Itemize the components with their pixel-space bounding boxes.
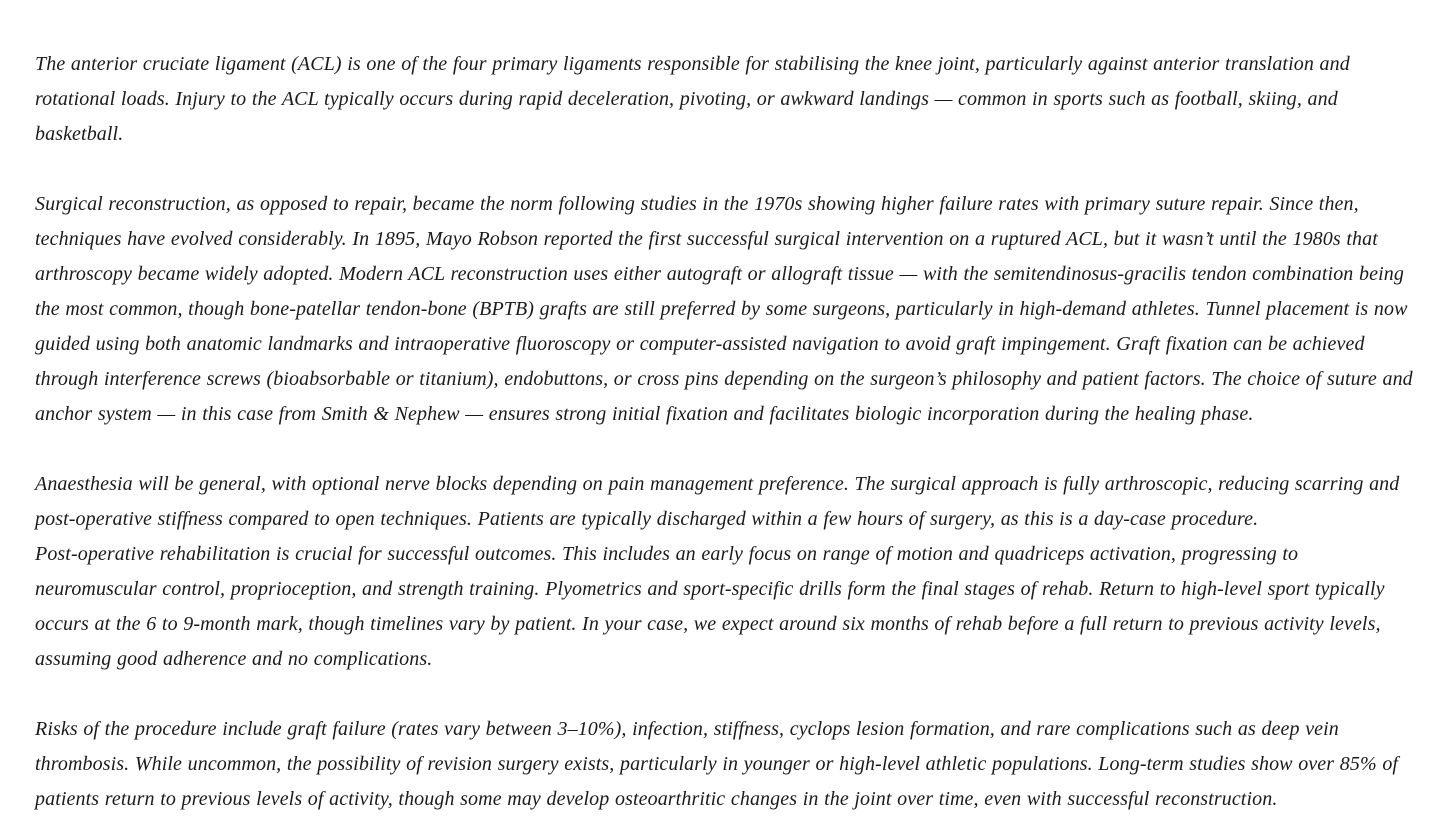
paragraph-surgical-reconstruction-history: Surgical reconstruction, as opposed to repair, became the norm following studies in the 1970s showing higher failure rates with primary suture repair. Since then, techniques have evolved considerably. In 1895, Mayo Robson reported the first successful surgical intervention on a ruptured ACL, but it wasn’t until the 1980s that arthroscopy became widely adopted. Modern ACL reconstruction uses either autograft or allograft tissue — with the semitendinosus-gracilis tendon combination being the most common, though bone-patellar tendon-bone (BPTB) grafts are still preferred by some surgeons, particularly in high-demand athletes. Tunnel placement is now guided using both anatomic landmarks and intraoperative fluoroscopy or computer-assisted navigation to avoid graft impingement. Graft fixation can be achieved through interference screws (bioabsorbable or titanium), endobuttons, or cross pins depending on the surgeon’s philosophy and patient factors. The choice of suture and anchor system — in this case from Smith & Nephew — ensures strong initial fixation and facilitates biologic incorporation during the healing phase.	[35, 193, 1413, 425]
paragraph-acl-overview: The anterior cruciate ligament (ACL) is one of the four primary ligaments responsible for stabilising the knee joint, particularly against anterior translation and rotational loads. Injury to the ACL typically occurs during rapid deceleration, pivoting, or awkward landings — common in sports such as football, skiing, and basketball.	[35, 53, 1350, 145]
paragraph-anaesthesia-approach: Anaesthesia will be general, with optional nerve blocks depending on pain management preference. The surgical approach is fully arthroscopic, reducing scarring and post-operative stiffness compared to open techniques. Patients are typically discharged within a few hours of surgery, as this is a day-case procedure.	[35, 473, 1400, 530]
paragraph-rehabilitation: Post-operative rehabilitation is crucial for successful outcomes. This includes an early focus on range of motion and quadriceps activation, progressing to neuromuscular control, proprioception, and strength training. Plyometrics and sport-specific drills form the final stages of rehab. Return to high-level sport typically occurs at the 6 to 9-month mark, though timelines vary by patient. In your case, we expect around six months of rehab before a full return to previous activity levels, assuming good adherence and no complications.	[35, 543, 1385, 670]
paragraph-risks: Risks of the procedure include graft failure (rates vary between 3–10%), infection, stiffness, cyclops lesion formation, and rare complications such as deep vein thrombosis. While uncommon, the possibility of revision surgery exists, particularly in younger or high-level athletic populations. Long-term studies show over 85% of patients return to previous levels of activity, though some may develop osteoarthritic changes in the joint over time, even with successful reconstruction.	[35, 718, 1399, 810]
